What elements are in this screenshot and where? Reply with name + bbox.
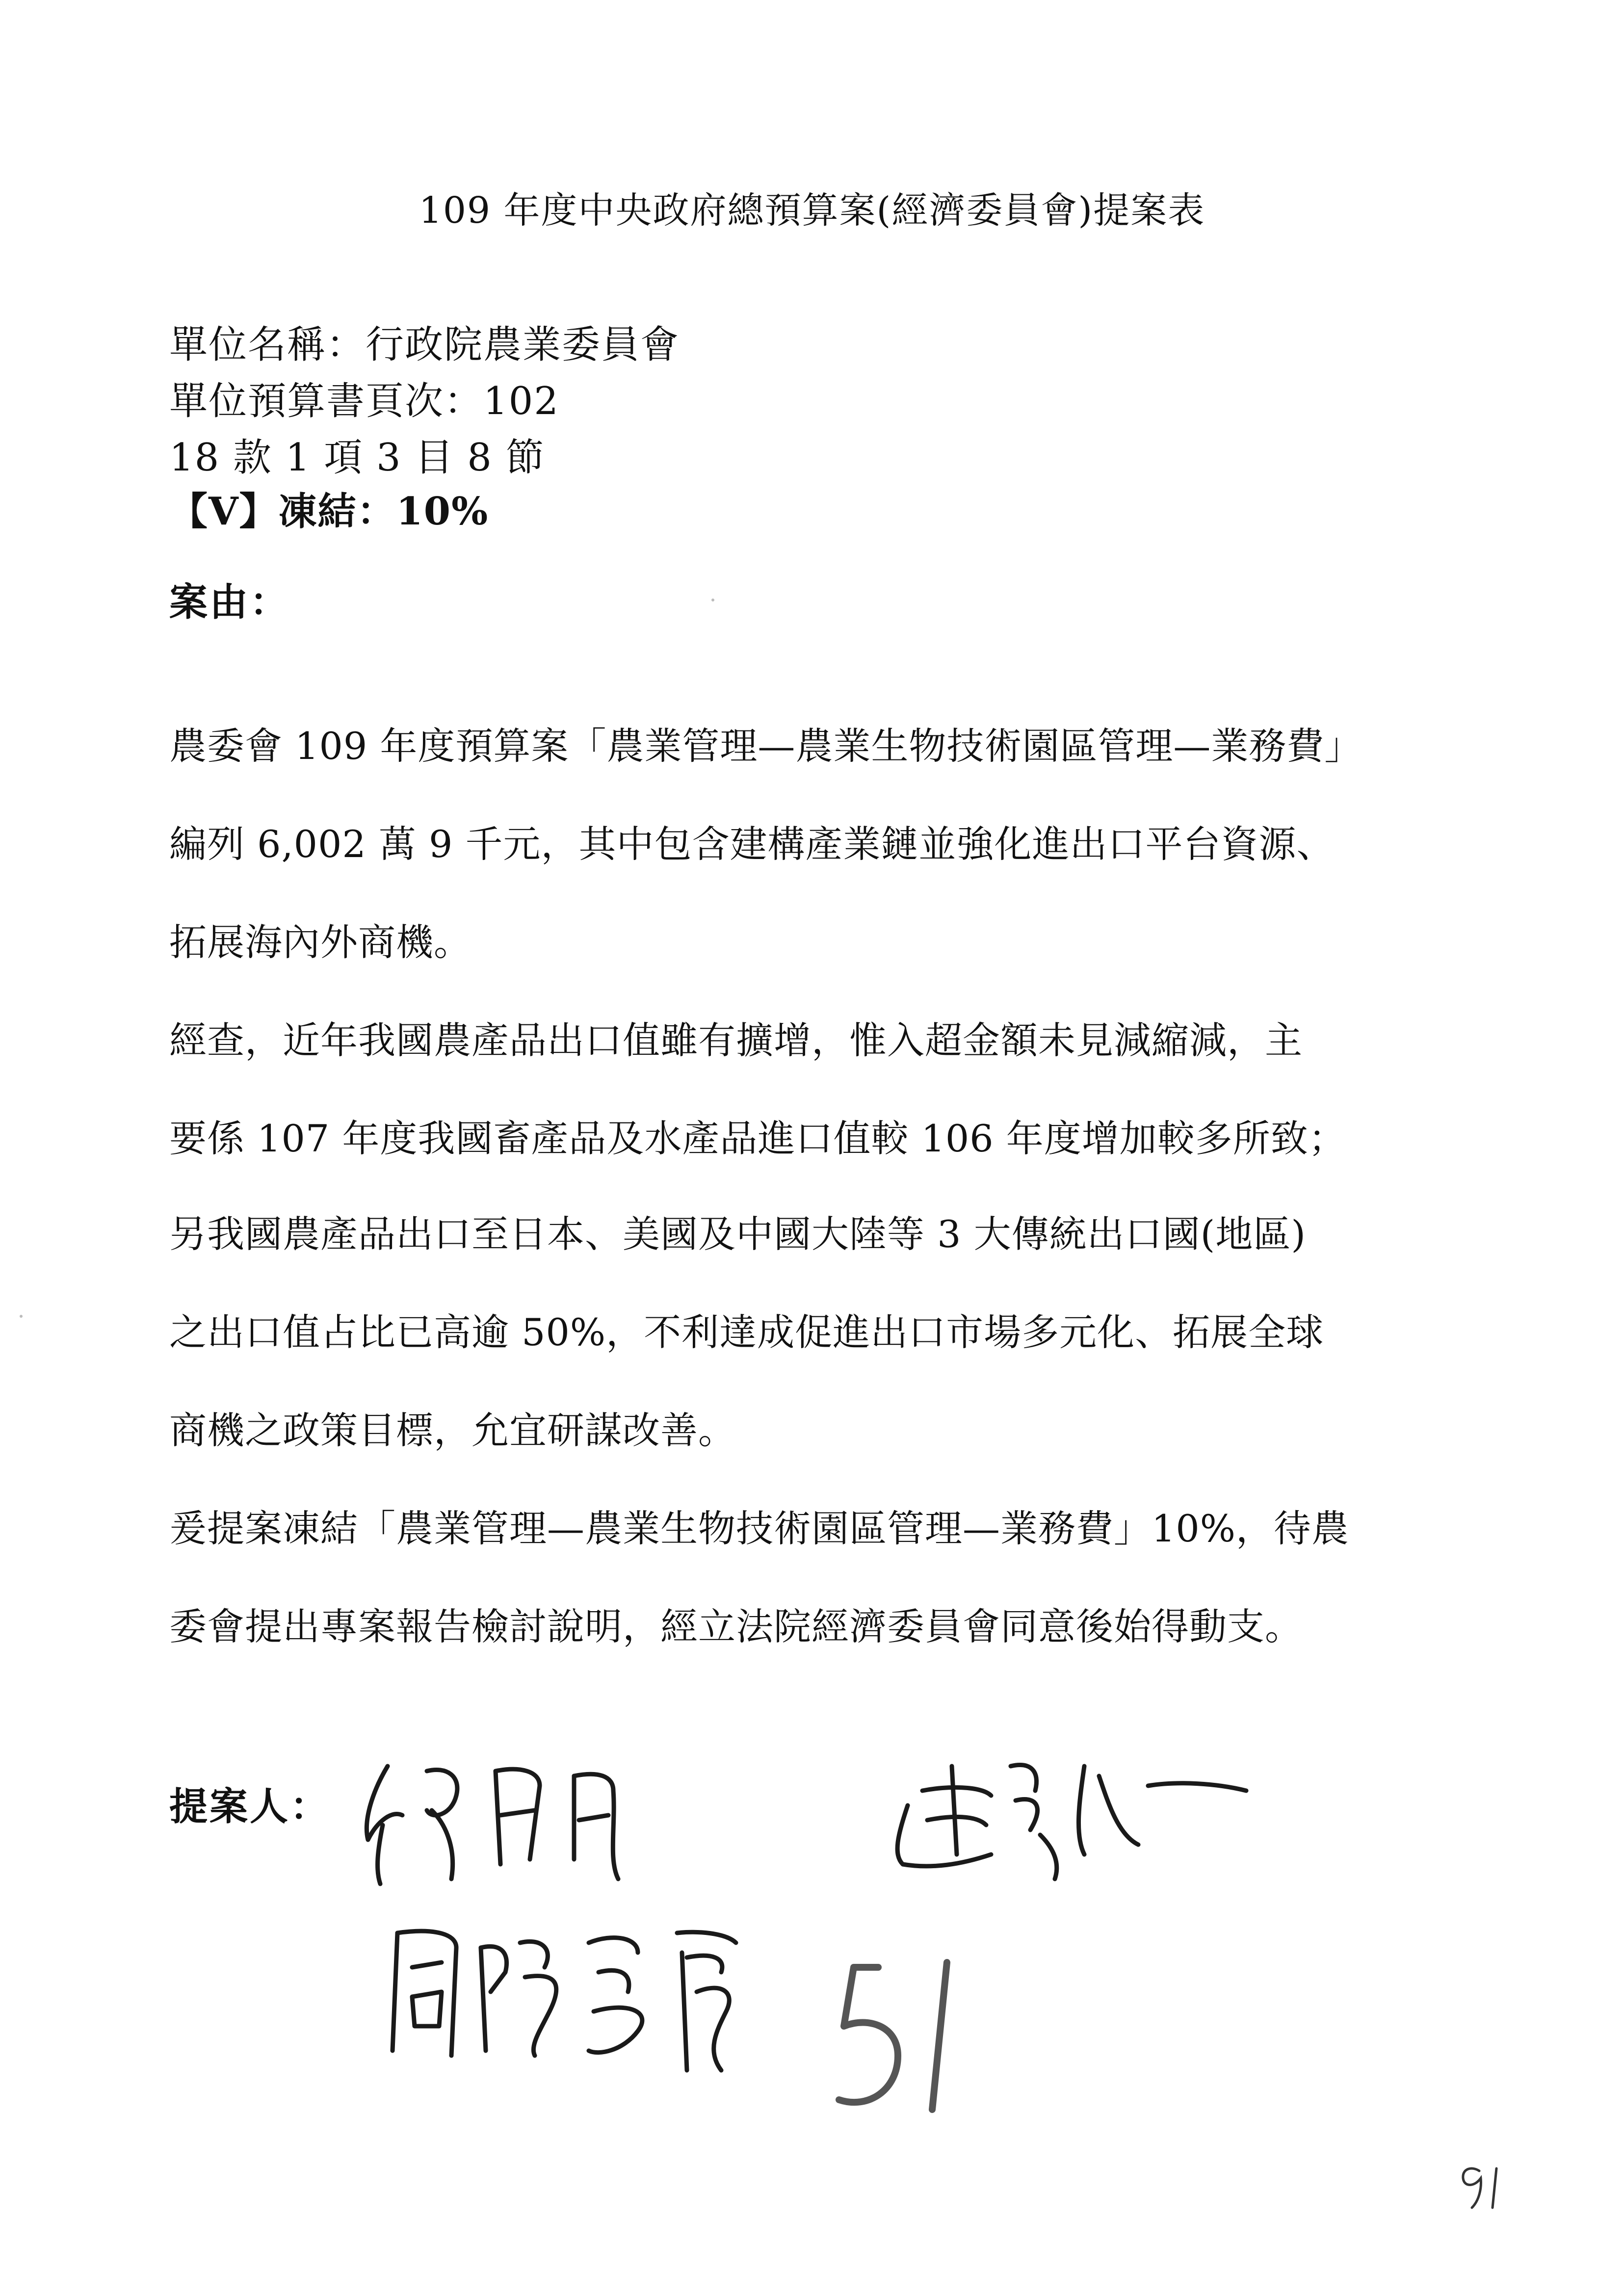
item-code: 18 款 1 項 3 目 8 節 <box>169 436 545 480</box>
unit-name: 單位名稱：行政院農業委員會 <box>169 323 680 367</box>
body-line: 編列 6,002 萬 9 千元，其中包含建構產業鏈並強化進出口平台資源、 <box>169 822 1335 866</box>
body-line: 經查，近年我國農產品出口值雖有擴增，惟入超金額未見減縮減，主 <box>169 1018 1303 1062</box>
body-line: 要係 107 年度我國畜產品及水產品進口值較 106 年度增加較多所致； <box>169 1117 1346 1160</box>
body-line: 拓展海內外商機。 <box>169 920 471 964</box>
page-number-text: 91 <box>1452 2210 1454 2212</box>
page-number <box>1452 2159 1516 2213</box>
scan-speck <box>711 599 714 601</box>
body-line: 爰提案凍結「農業管理—農業生物技術園區管理—業務費」10%，待農 <box>169 1507 1349 1550</box>
handwritten-signature-3 <box>897 1765 1246 1879</box>
freeze-marker: 【V】凍結：10% <box>169 489 489 534</box>
proposer-label: 提案人： <box>169 1784 331 1829</box>
body-line: 另我國農產品出口至日本、美國及中國大陸等 3 大傳統出口國(地區) <box>169 1212 1306 1256</box>
document-title: 109 年度中央政府總預算案(經濟委員會)提案表 <box>419 189 1205 232</box>
handwritten-signature-2 <box>393 1931 736 2070</box>
handwritten-signature-1 <box>367 1766 618 1884</box>
body-line: 之出口值占比已高逾 50%，不利達成促進出口市場多元化、拓展全球 <box>169 1310 1324 1354</box>
scan-speck <box>20 1315 23 1318</box>
signature-area <box>334 1737 1315 2129</box>
body-line: 委會提出專案報告檢討說明，經立法院經濟委員會同意後始得動支。 <box>169 1605 1303 1648</box>
reason-label: 案由： <box>169 580 290 625</box>
handwritten-number-text: 51 <box>971 2122 974 2125</box>
handwritten-number <box>839 1962 947 2110</box>
body-line: 農委會 109 年度預算案「農業管理—農業生物技術園區管理—業務費」 <box>169 724 1362 768</box>
budget-page: 單位預算書頁次：102 <box>169 379 559 423</box>
body-line: 商機之政策目標，允宜研謀改善。 <box>169 1409 736 1452</box>
